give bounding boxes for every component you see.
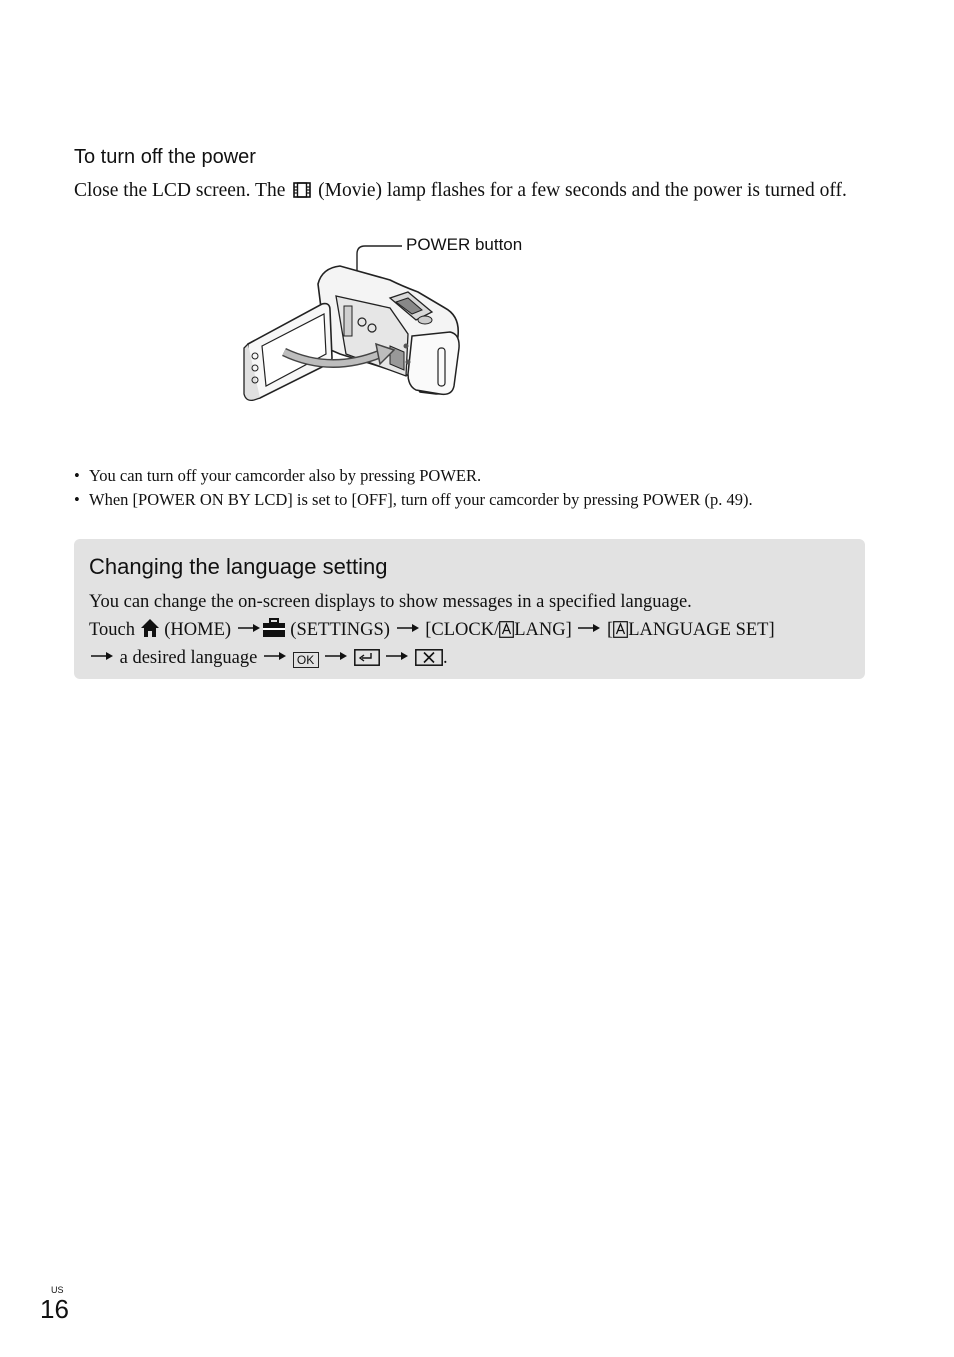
language-line-3: a desired language OK . xyxy=(89,644,859,672)
bullet-icon: • xyxy=(74,490,80,509)
intro-paragraph xyxy=(74,177,874,205)
arrow-icon xyxy=(91,651,113,661)
page-number: 16 xyxy=(40,1294,69,1324)
camcorder-illustration xyxy=(240,236,540,406)
list-item: • You can turn off your camcorder also by pressing POWER. xyxy=(74,464,874,488)
movie-icon xyxy=(293,182,311,198)
arrow-icon xyxy=(397,623,419,633)
lang-a-icon xyxy=(613,621,628,638)
arrow-icon xyxy=(264,651,286,661)
arrow-icon xyxy=(386,651,408,661)
notes-list xyxy=(74,464,874,512)
ok-button-icon: OK xyxy=(293,652,319,668)
list-item: • When [POWER ON BY LCD] is set to [OFF], turn off your camcorder by pressing POWER (p. 49). xyxy=(74,488,874,512)
home-icon xyxy=(140,618,160,638)
language-setting-title: Changing the language setting xyxy=(89,554,388,579)
intro-suffix: (Movie) lamp flashes for a few seconds and the power is turned off. xyxy=(313,180,847,201)
arrow-icon xyxy=(325,651,347,661)
power-button-label: POWER button xyxy=(406,235,523,254)
settings-toolbox-icon xyxy=(262,618,286,638)
language-setting-instructions xyxy=(89,588,859,672)
arrow-icon xyxy=(578,623,600,633)
return-icon xyxy=(354,649,380,666)
intro-prefix: Close the LCD screen. The xyxy=(74,180,291,201)
language-line-1: You can change the on-screen displays to show messages in a specified language. xyxy=(89,592,692,612)
close-x-icon xyxy=(415,649,443,666)
section-heading: To turn off the power xyxy=(74,146,256,168)
lang-a-icon xyxy=(499,621,514,638)
arrow-icon xyxy=(238,623,260,633)
bullet-icon: • xyxy=(74,466,80,485)
page-region-code: US xyxy=(51,1285,64,1295)
language-line-2: Touch (HOME) (SETTINGS) [CLOCK/ LANG] [ LANGUAGE SET] xyxy=(89,620,775,640)
